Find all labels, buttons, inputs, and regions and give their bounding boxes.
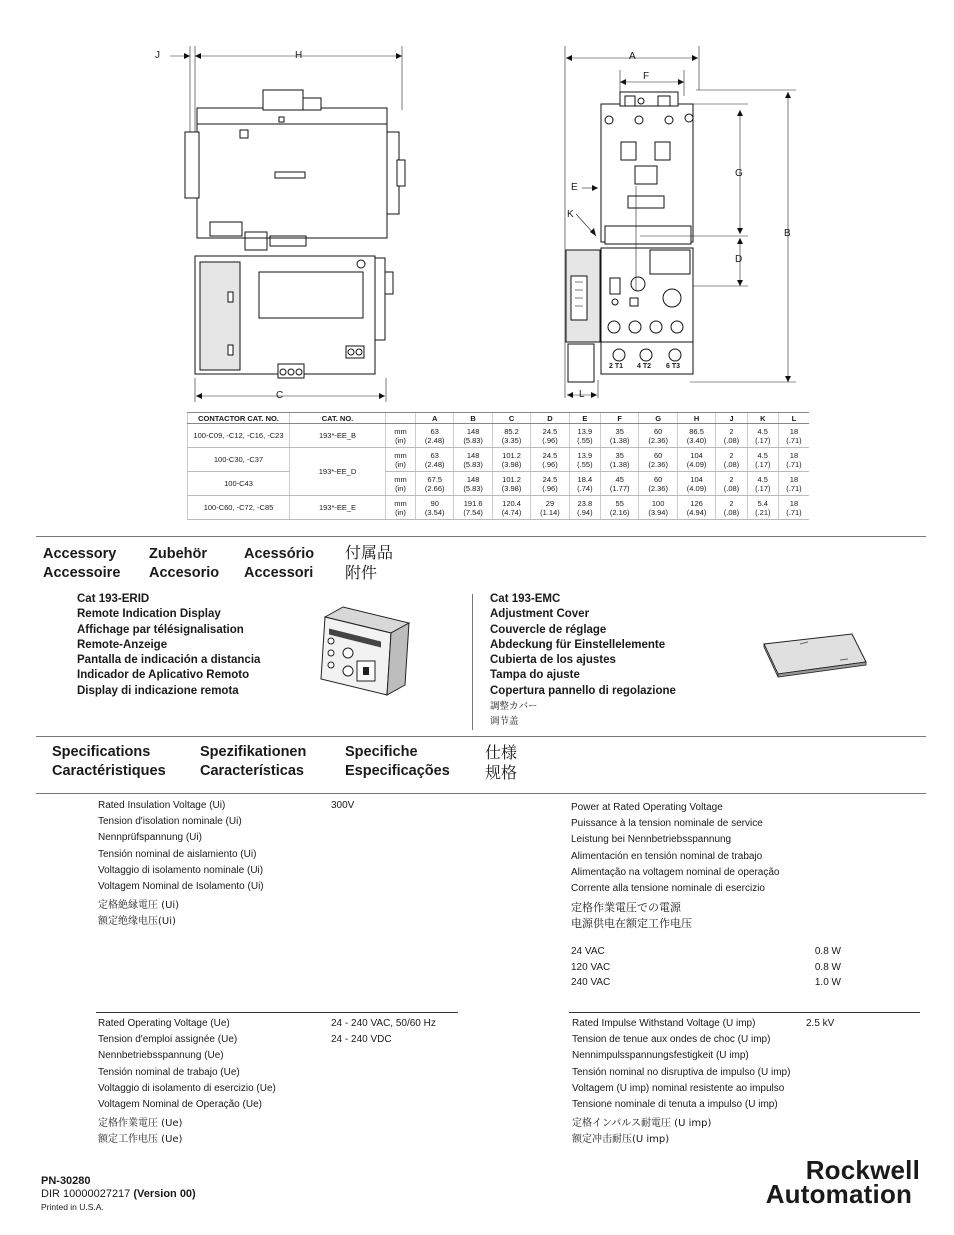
list-item: Affichage par télésignalisation	[77, 623, 244, 636]
list-item-cjk: 調整カバー	[490, 701, 538, 713]
accessory-title-cjk: 付属品 附件	[345, 543, 394, 582]
cat-no-cell: 193*-EE_B	[290, 424, 386, 448]
accessory-erid-list	[77, 592, 260, 699]
dim-value-cell: 35 (1.38)	[601, 424, 639, 448]
list-item: Indicador de Aplicativo Remoto	[77, 669, 250, 682]
part-number: PN-30280	[41, 1175, 91, 1187]
dim-value-cell: 86.5 (3.40)	[677, 424, 715, 448]
spec-operating-labels: Rated Operating Voltage (Ue) Tension d'emploi assignée (Ue) Nennbetriebsspannung (Ue) Tensión nominal de trabajo (Ue) Voltaggio di isolamento di esercizio (Ue) Voltagem Nominal de Operação (Ue) 定格作業電圧 (Ue) 额定工作电压 (Ue)	[98, 1018, 276, 1146]
dim-value-cell: 63 (2.48)	[416, 424, 454, 448]
spec-insulation-labels: Rated Insulation Voltage (Ui) Tension d'isolation nominale (Ui) Nennprüfspannung (Ui) Tensión nominal de aislamiento (Ui) Voltaggio di isolamento nominale (Ui) Voltagem Nominal de Isolamento (Ui) 定格絶縁電圧 (Ui) 额定绝缘电压(Ui)	[98, 800, 264, 928]
spec-operating-values: 24 - 240 VAC, 50/60 Hz 24 - 240 VDC	[331, 1018, 436, 1046]
cat-no-cell: 193*-EE_E	[290, 496, 386, 520]
divider	[36, 736, 926, 737]
dim-value-cell: 4.5 (.17)	[747, 424, 778, 448]
spec-impulse-labels: Rated Impulse Withstand Voltage (U imp) Tension de tenue aux ondes de choc (U imp) Nennimpulsspannungsfestigkeit (U imp) Tensión nominal no disruptiva de impulso (U imp) Voltagem (U imp) nominal resistente ao impulso Tensione nominale di tenuta a impulso (U imp) 定格インパルス耐電圧 (U imp) 额定冲击耐压(U imp)	[572, 1018, 791, 1146]
list-item: Display di indicazione remota	[77, 684, 239, 697]
table-row: 240 VAC 1.0 W	[571, 977, 841, 988]
dim-value-cell: 5.4 (.21)	[747, 496, 778, 520]
accessory-emc-list	[490, 592, 676, 729]
dim-value-cell: 126 (4.94)	[677, 496, 715, 520]
dim-value-cell: 63 (2.48)	[416, 448, 454, 472]
dim-value-cell: 2 (.08)	[716, 496, 747, 520]
list-item: Cat 193-EMC	[490, 593, 561, 605]
col-header: H	[677, 413, 715, 424]
dir-number: DIR 10000027217 (Version 00)	[41, 1188, 196, 1200]
table-row: 120 VAC 0.8 W	[571, 961, 841, 973]
dim-value-cell: 60 (2.36)	[639, 424, 677, 448]
dim-value-cell: 148 (5.83)	[454, 472, 492, 496]
table-row	[188, 424, 810, 448]
col-header	[386, 413, 416, 424]
list-item: Pantalla de indicación a distancia	[77, 654, 261, 667]
dim-value-cell: 24.5 (.96)	[531, 424, 569, 448]
unit-cell: mm (in)	[386, 424, 416, 448]
dim-label-b: B	[784, 228, 791, 239]
specs-title-cjk: 仕様 规格	[485, 743, 518, 782]
dim-value-cell: 4.5 (.17)	[747, 448, 778, 472]
dim-value-cell: 18.4 (.74)	[569, 472, 600, 496]
contactor-cat-cell: 100-C43	[188, 472, 290, 496]
contactor-cat-cell: 100-C09, -C12, -C16, -C23	[188, 424, 290, 448]
dim-value-cell: 148 (5.83)	[454, 424, 492, 448]
table-row	[188, 472, 810, 496]
list-item: Adjustment Cover	[490, 608, 590, 621]
divider	[36, 793, 926, 794]
dim-label-h: H	[295, 50, 303, 61]
remote-display-illustration	[315, 603, 415, 698]
col-header: E	[569, 413, 600, 424]
dim-value-cell: 120.4 (4.74)	[492, 496, 530, 520]
col-header: L	[778, 413, 809, 424]
table-row	[188, 496, 810, 520]
dim-value-cell: 148 (5.83)	[454, 448, 492, 472]
dimension-drawing	[0, 0, 954, 412]
dim-value-cell: 13.9 (.55)	[569, 448, 600, 472]
adjustment-cover-illustration	[760, 632, 870, 678]
dim-label-f: F	[643, 71, 650, 82]
dim-label-e: E	[571, 182, 578, 193]
list-item: Tampa do ajuste	[490, 669, 580, 682]
col-header: J	[716, 413, 747, 424]
spec-impulse-value: 2.5 kV	[806, 1018, 835, 1029]
terminal-label-1: 2 T1	[609, 363, 624, 370]
accessory-vertical-divider	[472, 594, 473, 730]
dim-label-d: D	[735, 254, 743, 265]
dim-value-cell: 60 (2.36)	[639, 472, 677, 496]
list-item: Cubierta de los ajustes	[490, 654, 616, 667]
dim-value-cell: 24.5 (.96)	[531, 472, 569, 496]
list-item: Remote Indication Display	[77, 608, 221, 621]
dim-value-cell: 191.6 (7.54)	[454, 496, 492, 520]
spec-power-table	[571, 944, 841, 991]
dim-value-cell: 35 (1.38)	[601, 448, 639, 472]
col-header: K	[747, 413, 778, 424]
col-header: B	[454, 413, 492, 424]
dimensions-table	[187, 412, 809, 520]
dim-value-cell: 100 (3.94)	[639, 496, 677, 520]
accessory-title-pt-it: Acessório Accessori	[244, 546, 315, 581]
col-header: C	[492, 413, 530, 424]
dim-label-c: C	[276, 390, 284, 401]
dim-value-cell: 2 (.08)	[716, 472, 747, 496]
dim-value-cell: 24.5 (.96)	[531, 448, 569, 472]
dim-value-cell: 18 (.71)	[778, 496, 809, 520]
dim-value-cell: 2 (.08)	[716, 448, 747, 472]
dim-label-a: A	[629, 51, 636, 62]
dim-value-cell: 23.8 (.94)	[569, 496, 600, 520]
dim-value-cell: 29 (1.14)	[531, 496, 569, 520]
dim-label-g: G	[735, 168, 743, 179]
dim-value-cell: 67.5 (2.66)	[416, 472, 454, 496]
col-header: D	[531, 413, 569, 424]
col-header: CONTACTOR CAT. NO.	[188, 413, 290, 424]
divider	[569, 1012, 920, 1013]
divider	[96, 1012, 458, 1013]
contactor-cat-cell: 100-C30, -C37	[188, 448, 290, 472]
dim-label-k: K	[567, 209, 574, 220]
divider	[36, 536, 926, 537]
printed-note: Printed in U.S.A.	[41, 1202, 104, 1212]
dim-value-cell: 2 (.08)	[716, 424, 747, 448]
specs-title-it-pt: Specifiche Especificações	[345, 744, 450, 779]
dim-value-cell: 60 (2.36)	[639, 448, 677, 472]
unit-cell: mm (in)	[386, 472, 416, 496]
dimensions-table-body	[188, 424, 810, 520]
terminal-label-2: 4 T2	[637, 363, 652, 370]
dim-value-cell: 101.2 (3.98)	[492, 472, 530, 496]
list-item: Abdeckung für Einstellelemente	[490, 638, 666, 651]
list-item-cjk: 调节盖	[490, 716, 519, 728]
cat-no-cell: 193*-EE_D	[290, 448, 386, 496]
rockwell-automation-logo: Rockwell Automation	[765, 1155, 920, 1209]
dim-value-cell: 104 (4.09)	[677, 472, 715, 496]
dim-value-cell: 85.2 (3.35)	[492, 424, 530, 448]
dim-value-cell: 90 (3.54)	[416, 496, 454, 520]
dim-value-cell: 55 (2.16)	[601, 496, 639, 520]
col-header: CAT. NO.	[290, 413, 386, 424]
dim-label-j: J	[155, 50, 160, 61]
dim-value-cell: 18 (.71)	[778, 448, 809, 472]
specs-title-de-es: Spezifikationen Características	[200, 744, 307, 779]
dim-value-cell: 18 (.71)	[778, 424, 809, 448]
table-header-row	[188, 413, 810, 424]
contactor-cat-cell: 100-C60, -C72, -C85	[188, 496, 290, 520]
col-header: A	[416, 413, 454, 424]
dim-value-cell: 13.9 (.55)	[569, 424, 600, 448]
side-view-drawing	[170, 46, 405, 402]
dim-value-cell: 101.2 (3.98)	[492, 448, 530, 472]
table-row	[188, 448, 810, 472]
unit-cell: mm (in)	[386, 448, 416, 472]
list-item: Remote-Anzeige	[77, 638, 168, 651]
list-item: Couvercle de réglage	[490, 623, 607, 636]
dim-label-l: L	[579, 389, 585, 400]
col-header: G	[639, 413, 677, 424]
terminal-label-3: 6 T3	[666, 363, 681, 370]
accessory-title-en-fr: Accessory Accessoire	[43, 546, 121, 581]
dim-value-cell: 4.5 (.17)	[747, 472, 778, 496]
list-item: Cat 193-ERID	[77, 593, 150, 605]
specs-title-en-fr: Specifications Caractéristiques	[52, 744, 166, 779]
spec-power-labels: Power at Rated Operating Voltage Puissance à la tension nominale de service Leistung bei Nennbetriebsspannung Alimentación en tensión nominal de trabajo Alimentação na voltagem nominal de operação Corrente alla tensione nominale di esercizio 定格作業電圧での電源 电源供电在额定工作电压	[571, 802, 780, 931]
list-item: Copertura pannello di regolazione	[490, 684, 676, 697]
footer-info	[41, 1175, 196, 1213]
table-row: 24 VAC 0.8 W	[571, 946, 841, 957]
unit-cell: mm (in)	[386, 496, 416, 520]
accessory-title-de-es: Zubehör Accesorio	[149, 546, 220, 581]
front-view-drawing	[565, 46, 796, 398]
dim-value-cell: 18 (.71)	[778, 472, 809, 496]
spec-insulation-value: 300V	[331, 800, 355, 811]
dim-value-cell: 104 (4.09)	[677, 448, 715, 472]
dim-value-cell: 45 (1.77)	[601, 472, 639, 496]
col-header: F	[601, 413, 639, 424]
